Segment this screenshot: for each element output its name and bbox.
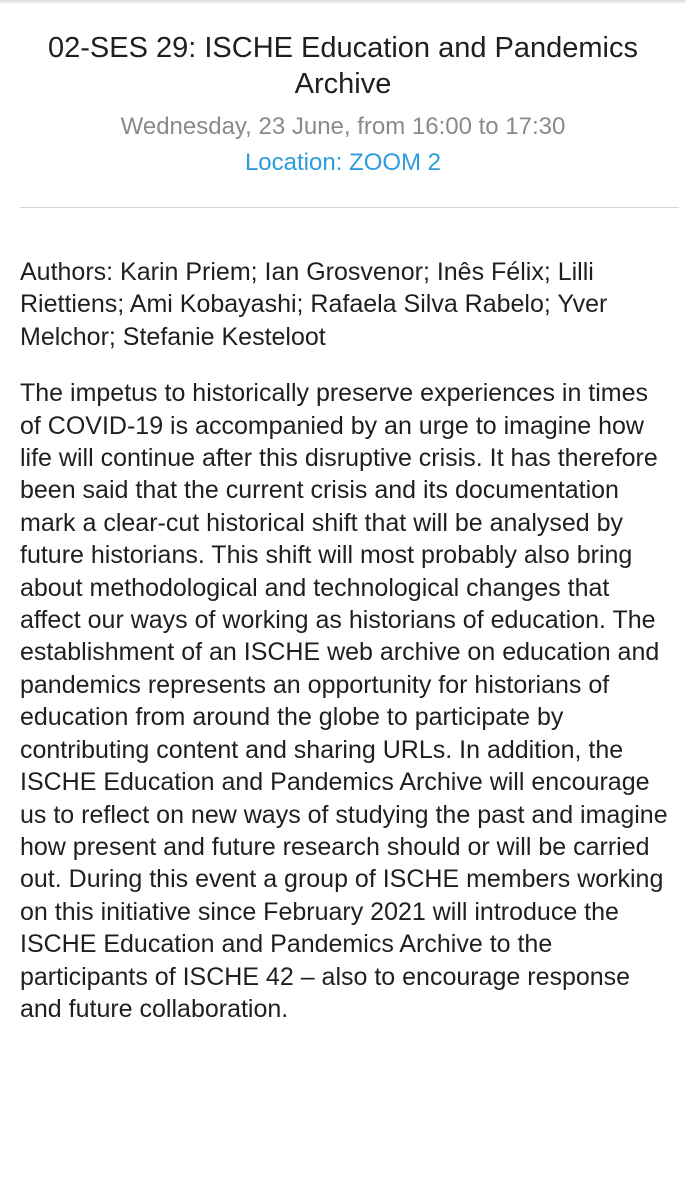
session-details [20, 256, 675, 1025]
top-edge-shadow [0, 0, 686, 4]
session-header [0, 30, 686, 178]
abstract-text: The impetus to historically preserve experiences in times of COVID-19 is accompanied by an urge to imagine how life will continue after this disruptive crisis. It has therefore been said that the current crisis and its documentation mark a clear-cut historical shift that will be analysed by future historians. This shift will most probably also bring about methodological and technological changes that affect our ways of working as historians of education. The establishment of an ISCHE web archive on education and pandemics represents an opportunity for historians of education from around the globe to participate by contributing content and sharing URLs. In addition, the ISCHE Education and Pandemics Archive will encourage us to reflect on new ways of studying the past and imagine how present and future research should or will be carried out. During this event a group of ISCHE members working on this initiative since February 2021 will introduce the ISCHE Education and Pandemics Archive to the participants of ISCHE 42 – also to encourage response and future collaboration. [20, 379, 668, 1023]
header-divider [20, 207, 679, 208]
session-time: Wednesday, 23 June, from 16:00 to 17:30 [120, 113, 566, 140]
authors-text: Authors: Karin Priem; Ian Grosvenor; Inês Félix; Lilli Riettiens; Ami Kobayashi; Rafaela Silva Rabelo; Yver Melchor; Stefanie Kesteloot [20, 258, 608, 351]
session-title: 02-SES 29: ISCHE Education and Pandemics Archive [48, 32, 638, 100]
session-location-link[interactable]: Location: ZOOM 2 [244, 149, 442, 176]
